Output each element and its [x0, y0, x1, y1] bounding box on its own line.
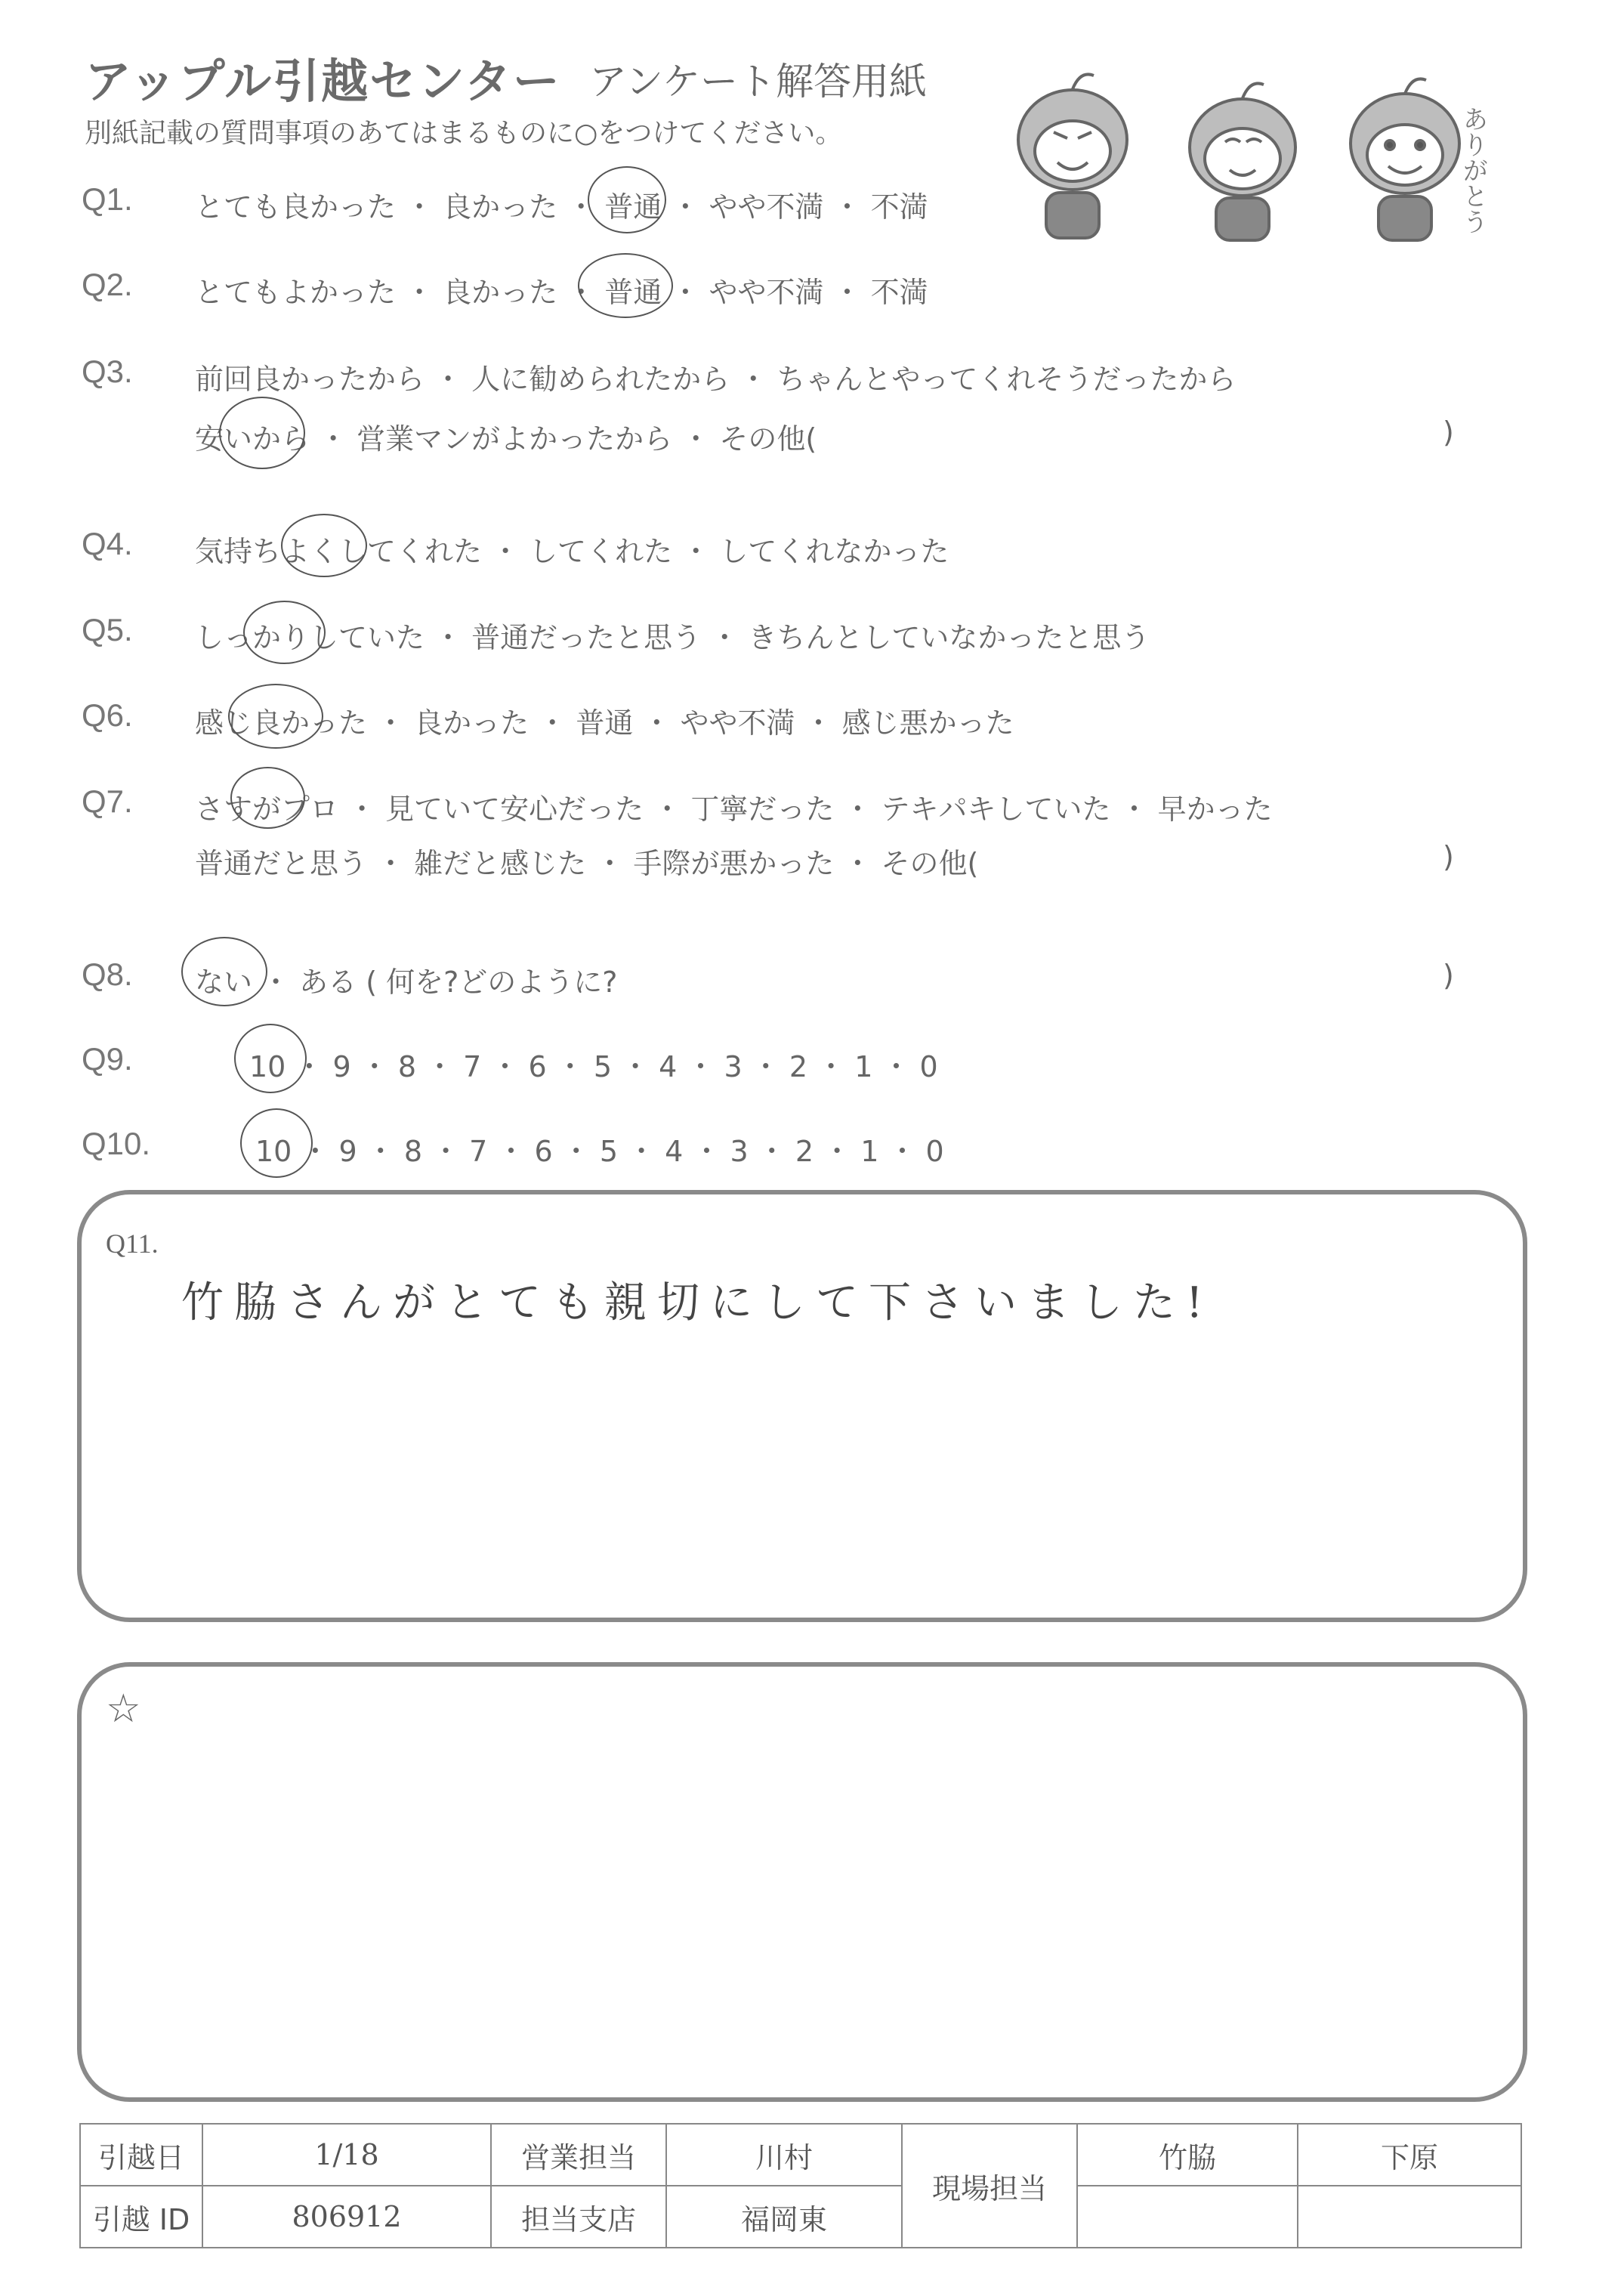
move-date-label: 引越日 [80, 2124, 202, 2186]
q11-comment-box[interactable] [77, 1190, 1527, 1622]
mascot-caption: ありがとう [1458, 106, 1488, 234]
sales-rep-value[interactable]: 川村 [666, 2124, 902, 2186]
branch-value[interactable]: 福岡東 [666, 2186, 902, 2248]
q11-handwritten-answer: 竹脇さんがとても親切にして下さいました! [181, 1278, 1214, 1327]
q10-selection-circle [240, 1108, 313, 1178]
q8-closing-paren: ) [1443, 959, 1454, 992]
star-label: ☆ [106, 1688, 141, 1731]
q3-selection-circle [219, 397, 305, 469]
q3-closing-paren: ) [1443, 416, 1454, 449]
q1-options[interactable]: とても良かった ・ 良かった ・ 普通 ・ やや不満 ・ 不満 [195, 190, 928, 224]
q11-label: Q11. [106, 1228, 159, 1259]
q7-options-line2[interactable]: 普通だと思う ・ 雑だと感じた ・ 手際が悪かった ・ その他( [195, 847, 979, 880]
q8-selection-circle [181, 937, 267, 1006]
q7-closing-paren: ) [1443, 840, 1454, 873]
brand-title: アップル引越センター [85, 54, 561, 109]
q9-selection-circle [234, 1024, 307, 1093]
free-comment-box[interactable] [77, 1662, 1527, 2102]
q3-label: Q3. [82, 354, 133, 389]
move-id-value[interactable]: 806912 [202, 2186, 491, 2248]
move-date-value[interactable]: 1/18 [202, 2124, 491, 2186]
q4-selection-circle [281, 514, 367, 577]
field-staff-1[interactable]: 竹脇 [1077, 2124, 1298, 2186]
q9-label: Q9. [82, 1041, 133, 1077]
q8-options[interactable]: ない ・ ある ( 何を?どのように? [195, 966, 618, 999]
q2-selection-circle [578, 253, 673, 318]
q7-label: Q7. [82, 783, 133, 819]
q7-options-line1[interactable]: さすがプロ ・ 見ていて安心だった ・ 丁寧だった ・ テキパキしていた ・ 早かった [195, 793, 1273, 826]
q10-label: Q10. [82, 1126, 151, 1161]
q6-options[interactable]: 感じ良かった ・ 良かった ・ 普通 ・ やや不満 ・ 感じ悪かった [195, 706, 1014, 740]
q1-label: Q1. [82, 181, 133, 217]
q10-scale[interactable]: 10 ・ 9 ・ 8 ・ 7 ・ 6 ・ 5 ・ 4 ・ 3 ・ 2 ・ 1 ・ 0 [255, 1135, 944, 1168]
q5-selection-circle [243, 601, 326, 664]
form-subtitle: アンケート解答用紙 [589, 60, 927, 104]
field-staff-empty-1[interactable] [1077, 2186, 1298, 2248]
sales-rep-label: 営業担当 [491, 2124, 666, 2186]
instruction-text: 別紙記載の質問事項のあてはまるものに○をつけてください。 [85, 118, 843, 149]
footer-info-table [79, 2123, 1522, 2248]
field-staff-empty-2[interactable] [1298, 2186, 1521, 2248]
branch-label: 担当支店 [491, 2186, 666, 2248]
q5-options[interactable]: しっかりしていた ・ 普通だったと思う ・ きちんとしていなかったと思う [195, 621, 1150, 654]
field-staff-label: 現場担当 [902, 2124, 1077, 2248]
q6-selection-circle [228, 684, 323, 749]
q4-label: Q4. [82, 526, 133, 561]
q2-label: Q2. [82, 267, 133, 302]
field-staff-2[interactable]: 下原 [1298, 2124, 1521, 2186]
q1-selection-circle [588, 166, 666, 233]
q8-label: Q8. [82, 956, 133, 992]
q3-options-line2[interactable]: 安いから ・ 営業マンがよかったから ・ その他( [195, 422, 817, 456]
q2-options[interactable]: とてもよかった ・ 良かった ・ 普通 ・ やや不満 ・ 不満 [195, 276, 928, 309]
move-id-label: 引越 ID [80, 2186, 202, 2248]
q4-options[interactable]: 気持ちよくしてくれた ・ してくれた ・ してくれなかった [195, 535, 949, 568]
q7-selection-circle [230, 767, 305, 829]
q6-label: Q6. [82, 697, 133, 733]
q3-options-line1[interactable]: 前回良かったから ・ 人に勧められたから ・ ちゃんとやってくれそうだったから [195, 363, 1237, 396]
q5-label: Q5. [82, 612, 133, 647]
q9-scale[interactable]: 10 ・ 9 ・ 8 ・ 7 ・ 6 ・ 5 ・ 4 ・ 3 ・ 2 ・ 1 ・ 0 [249, 1050, 938, 1083]
mascot-monkeys-illustration [982, 53, 1511, 249]
